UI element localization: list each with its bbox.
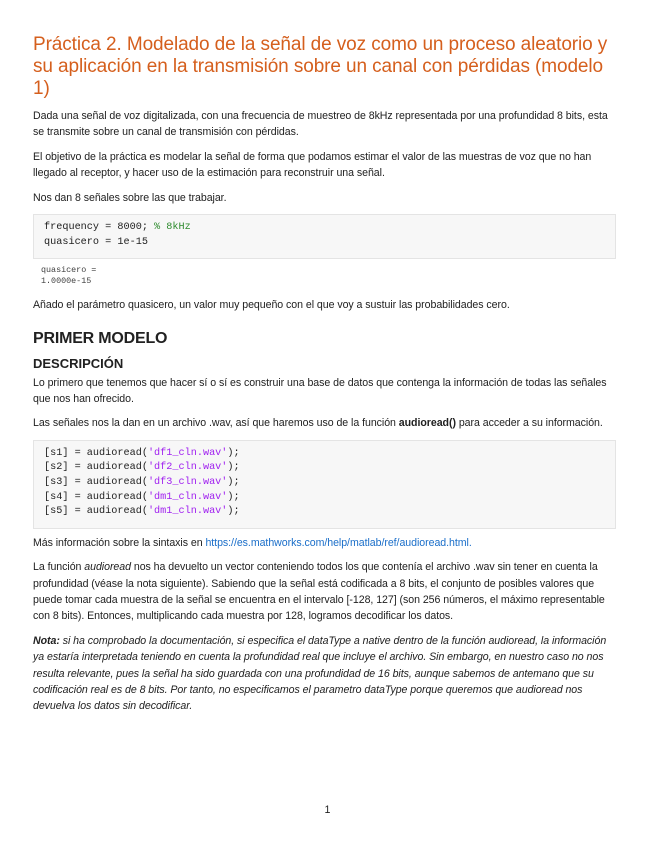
code-text: );: [227, 447, 240, 459]
code-block-frequency: [33, 214, 616, 259]
text-span: nos ha devuelto un vector conteniendo todos los que contenía el archivo .wav sin tener en cuenta la profundidad (véase la nota siguiente). Sabiendo que la señal está codificada a 8 bits, el conjunto de posibles valores que puede tomar cada muestra de la señal se encuentra en el intervalo [-128, 127] (son 256 números, el máximo representable con 8 bits). Entonces, multiplicando cada muestra por 128, logramos decodificar los datos.: [33, 561, 605, 623]
text-span: Las señales nos la dan en un archivo .wav, así que haremos uso de la función: [33, 417, 399, 430]
code-text: [s5] = audioread(: [44, 506, 148, 518]
code-string: 'df1_cln.wav': [147, 447, 228, 459]
page-number: 1: [324, 804, 331, 816]
more-info-paragraph: [33, 535, 616, 551]
output-line: quasicero =: [41, 265, 97, 276]
intro-paragraph-2: El objetivo de la práctica es modelar la señal de forma que podamos estimar el valor de las muestras de voz que no han llegado al receptor, y hacer uso de la estimación para reconstruir una señal.: [33, 150, 592, 180]
quasicero-paragraph: Añado el parámetro quasicero, un valor muy pequeño con el que voy a sustuir las probabilidades cero.: [33, 299, 510, 312]
code-text: [s3] = audioread(: [44, 477, 148, 489]
code-text: );: [227, 477, 240, 489]
code-text: [s1] = audioread(: [44, 447, 148, 459]
intro-paragraph-3: Nos dan 8 señales sobre las que trabajar.: [33, 191, 227, 204]
code-text: );: [227, 462, 240, 474]
output-line: 1.0000e-15: [41, 276, 92, 287]
code-string: 'dm1_cln.wav': [147, 491, 228, 503]
description-paragraph-1: Lo primero que tenemos que hacer sí o sí es construir una base de datos que contenga la información de todas las señales que nos han ofrecido.: [33, 376, 607, 406]
code-comment: % 8kHz: [154, 222, 191, 234]
function-explanation-paragraph: [33, 559, 616, 625]
text-span: Más información sobre la sintaxis en: [33, 536, 206, 549]
code-string: 'df3_cln.wav': [147, 477, 228, 489]
note-text: si ha comprobado la documentación, si especifica el dataType a native dentro de la función audioread, la información ya estaría interpretada teniendo en cuenta la profundidad real que incluye el archivo. Sin embargo, en nuestro caso no nos resulta relevante, pues la señal ha sido guardada con una profundidad de 16 bits, aunque sabemos de antemano que su codificación real es de 8 bits. Por tanto, no especificamos el parametro dataType porque queremos que audioread nos devuelva los datos sin decodificar.: [33, 634, 607, 713]
code-line: frequency = 8000;: [44, 222, 155, 234]
text-span: La función: [33, 561, 85, 574]
document-page: [33, 34, 616, 723]
page-title: Práctica 2. Modelado de la señal de voz como un proceso aleatorio y su aplicación en la transmisión sobre un canal con pérdidas (modelo 1): [33, 34, 608, 99]
intro-paragraph-1: Dada una señal de voz digitalizada, con una frecuencia de muestreo de 8kHz representada por una profundidad 8 bits, esta se transmite sobre un canal de transmisión con pérdidas.: [33, 110, 608, 139]
section-heading: PRIMER MODELO: [33, 329, 168, 347]
documentation-link[interactable]: https://es.mathworks.com/help/matlab/ref/audioread.html.: [205, 536, 472, 549]
description-paragraph-2: [33, 415, 616, 431]
text-span: para acceder a su información.: [455, 417, 603, 430]
function-name-italic: audioread: [84, 561, 131, 574]
code-block-audioread: [33, 440, 616, 529]
code-line: quasicero = 1e-15: [44, 236, 148, 248]
code-text: [s4] = audioread(: [44, 491, 148, 503]
note-paragraph: [33, 633, 616, 715]
code-text: );: [227, 506, 240, 518]
code-text: [s2] = audioread(: [44, 462, 148, 474]
code-text: );: [227, 491, 240, 503]
code-string: 'df2_cln.wav': [147, 462, 228, 474]
code-output: [41, 265, 616, 287]
note-label: Nota:: [33, 634, 60, 647]
code-string: 'dm1_cln.wav': [147, 506, 228, 518]
function-name: audioread(): [398, 417, 456, 430]
subsection-heading: DESCRIPCIÓN: [33, 355, 124, 371]
